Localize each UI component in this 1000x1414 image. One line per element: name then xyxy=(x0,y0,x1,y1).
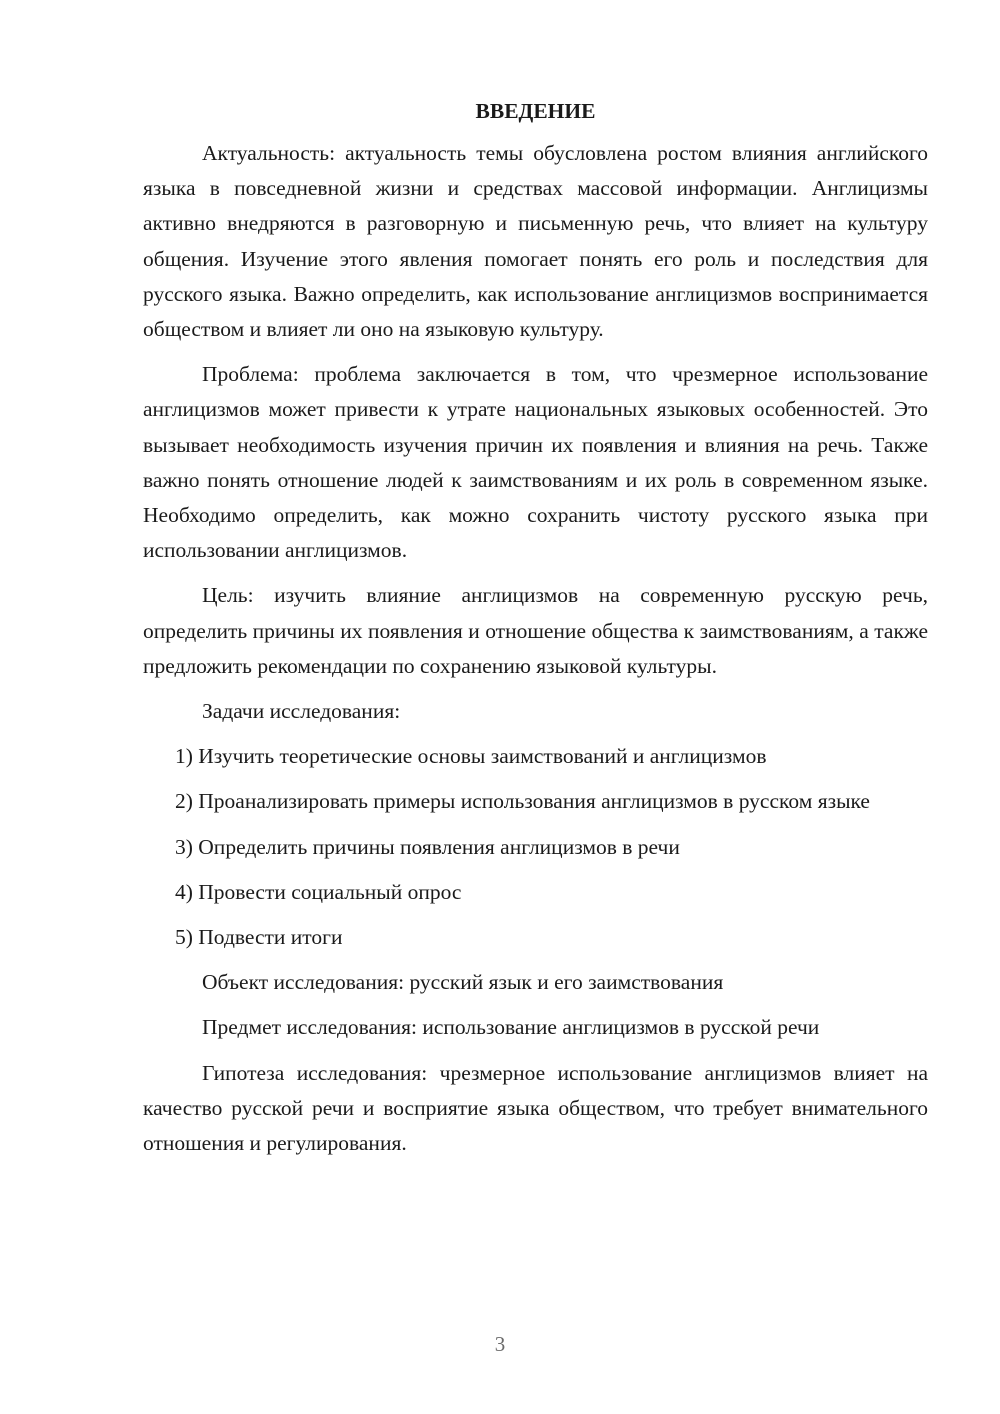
task-item-1: 1) Изучить теоретические основы заимствований и англицизмов xyxy=(175,744,767,769)
task-item-3: 3) Определить причины появления англицизмов в речи xyxy=(175,834,680,859)
goal-paragraph: Цель: изучить влияние англицизмов на современную русскую речь, определить причины их появления и отношение общества к заимствованиям, а также предложить рекомендации по сохранению языковой культуры. xyxy=(143,583,928,678)
task-item-5: 5) Подвести итоги xyxy=(175,925,343,950)
problem-paragraph: Проблема: проблема заключается в том, что чрезмерное использование англицизмов может привести к утрате национальных языковых особенностей. Это вызывает необходимость изучения причин их появления и влияния на речь. Также важно понять отношение людей к заимствованиям и их роль в современном языке. Необходимо определить, как можно сохранить чистоту русского языка при использовании англицизмов. xyxy=(143,362,928,563)
object-paragraph: Объект исследования: русский язык и его заимствования xyxy=(202,970,724,995)
relevance-paragraph: Актуальность: актуальность темы обусловлена ростом влияния английского языка в повседневной жизни и средствах массовой информации. Англицизмы активно внедряются в разговорную и письменную речь, что влияет на культуру общения. Изучение этого явления помогает понять его роль и последствия для русского языка. Важно определить, как использование англицизмов воспринимается обществом и влияет ли оно на языковую культуру. xyxy=(143,141,928,342)
document-page xyxy=(143,96,928,1161)
task-item-2: 2) Проанализировать примеры использования англицизмов в русском языке xyxy=(175,789,870,814)
hypothesis-paragraph: Гипотеза исследования: чрезмерное использование англицизмов влияет на качество русской речи и восприятие языка обществом, что требует внимательного отношения и регулирования. xyxy=(143,1060,928,1156)
tasks-heading: Задачи исследования: xyxy=(202,699,401,724)
task-item-4: 4) Провести социальный опрос xyxy=(175,879,462,904)
section-title: ВВЕДЕНИЕ xyxy=(475,99,596,123)
subject-paragraph: Предмет исследования: использование англицизмов в русской речи xyxy=(202,1015,820,1040)
page-number: 3 xyxy=(494,1332,506,1356)
